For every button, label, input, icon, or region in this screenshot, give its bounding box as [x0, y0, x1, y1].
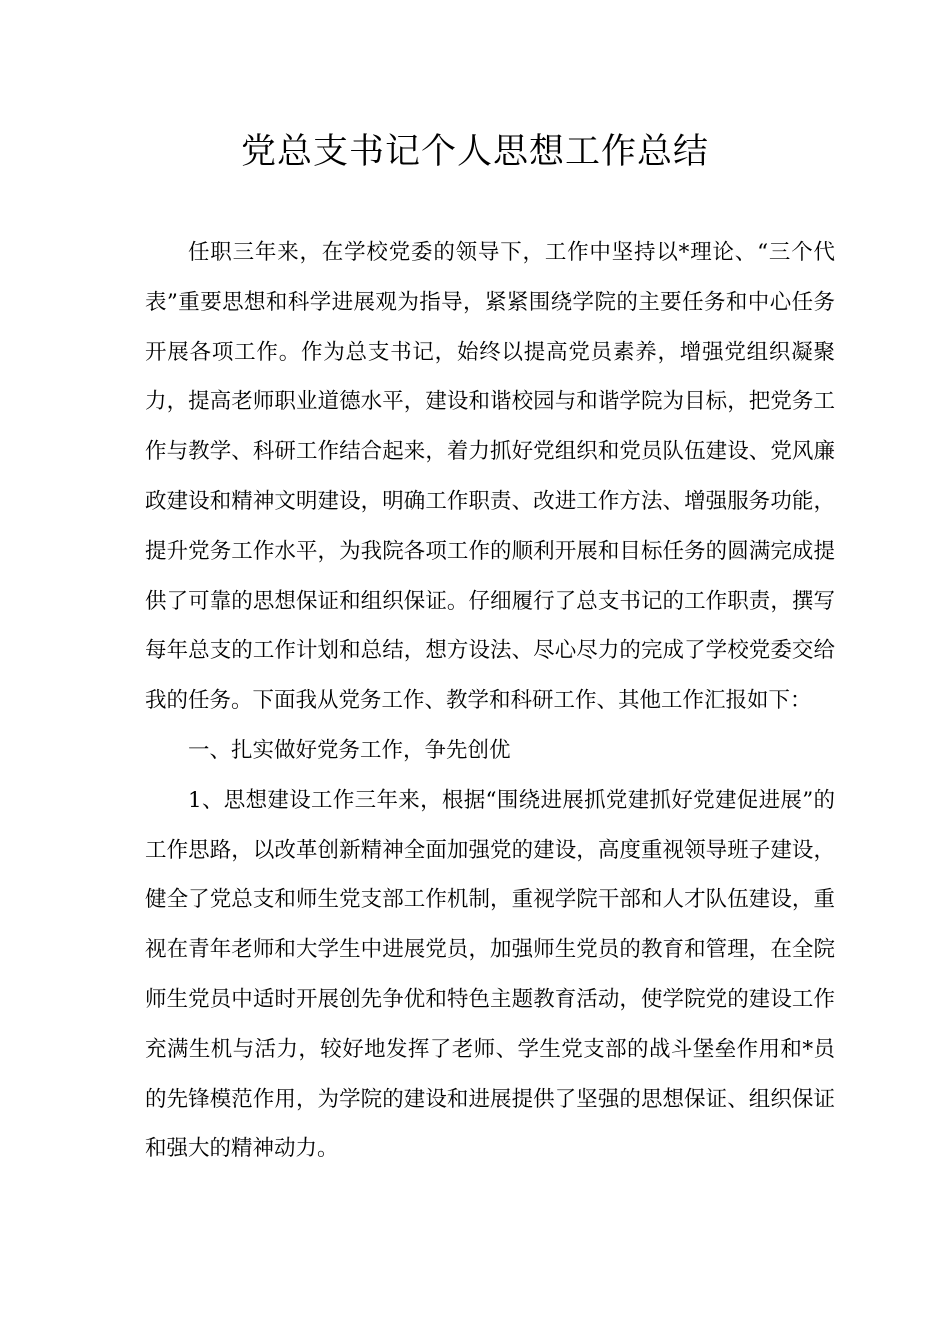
section-heading-1: 一、扎实做好党务工作，争先创优	[188, 737, 511, 763]
document-title: 党总支书记个人思想工作总结	[240, 132, 709, 172]
paragraph-intro: 任职三年来，在学校党委的领导下，工作中坚持以*理论、“三个代表”重要思想和科学进展观为指导，紧紧围绕学院的主要任务和中心任务开展各项工作。作为总支书记，始终以提高党员素养，增强党组织凝聚力，提高老师职业道德水平，建设和谐校园与和谐学院为目标，把党务工作与教学、科研工作结合起来，着力抓好党组织和党员队伍建设、党风廉政建设和精神文明建设，明确工作职责、改进工作方法、增强服务功能，提升党务工作水平，为我院各项工作的顺利开展和目标任务的圆满完成提供了可靠的思想保证和组织保证。仔细履行了总支书记的工作职责，撰写每年总支的工作计划和总结，想方设法、尽心尽力的完成了学校党委交给我的任务。下面我从党务工作、教学和科研工作、其他工作汇报如下：	[145, 240, 835, 714]
paragraph-ideology-work: 1、思想建设工作三年来，根据“围绕进展抓党建抓好党建促进展”的工作思路，以改革创新精神全面加强党的建设，高度重视领导班子建设，健全了党总支和师生党支部工作机制，重视学院干部和人才队伍建设，重视在青年老师和大学生中进展党员，加强师生党员的教育和管理，在全院师生党员中适时开展创先争优和特色主题教育活动，使学院党的建设工作充满生机与活力，较好地发挥了老师、学生党支部的战斗堡垒作用和*员的先锋模范作用，为学院的建设和进展提供了坚强的思想保证、组织保证和强大的精神动力。	[145, 787, 835, 1162]
document-body	[145, 228, 835, 1174]
